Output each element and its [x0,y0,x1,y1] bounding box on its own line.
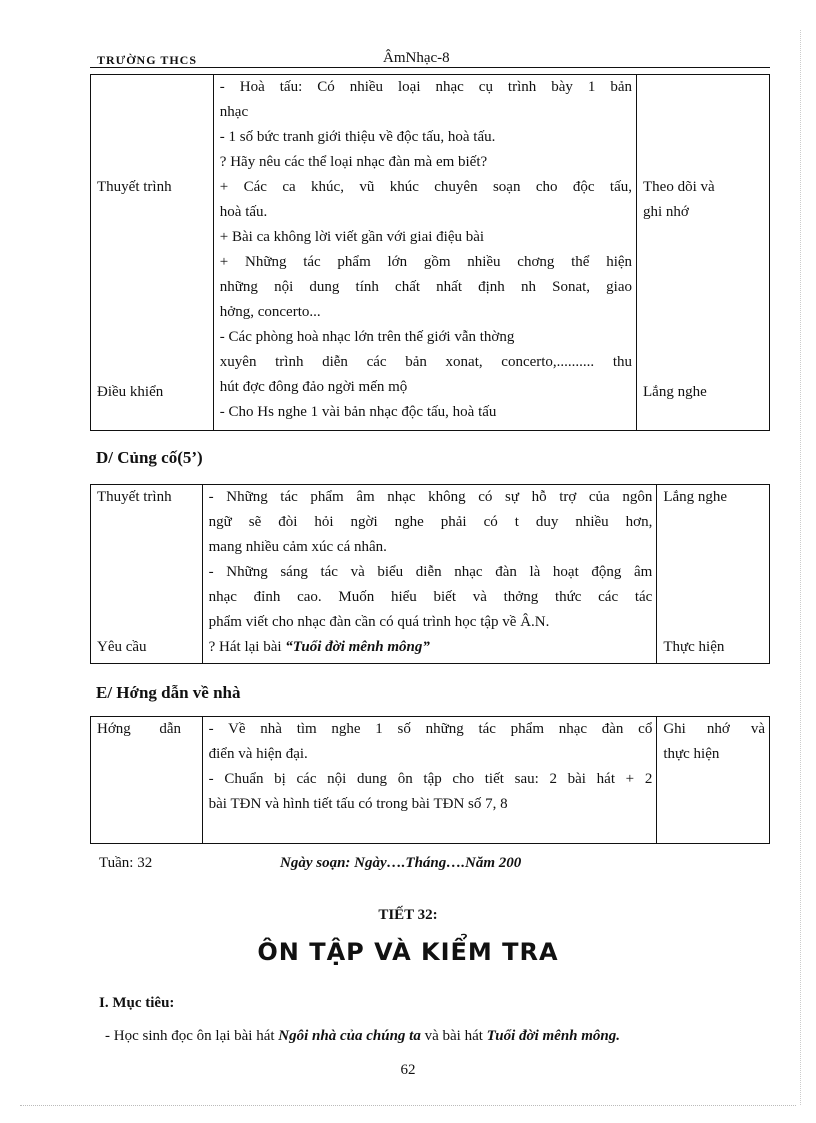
header-subject: ÂmNhạc-8 [383,50,450,66]
student-cell [637,75,770,431]
section-d-heading: D/ Củng cố(5’) [96,448,203,467]
student-action: Theo dõi và [643,179,715,195]
method-label: Thuyết trình [97,489,172,505]
activity-table-2 [90,484,770,664]
content-line: hởng, concerto... [219,304,321,320]
table-row [91,717,770,844]
content-line: ? Hãy nêu các thể loại nhạc đàn mà em biết? [219,154,488,170]
objective-mid: và bài hát [420,1028,487,1044]
week-label: Tuần: 32 [99,855,153,871]
content-line [209,635,653,660]
student-cell [657,717,770,844]
activity-table-1 [90,74,770,431]
content-line: điển và hiện đại. [208,746,308,762]
student-action: Lắng nghe [663,489,728,505]
method-label: Điều khiển [97,384,164,400]
content-line: + Những tác phẩm lớn gồm nhiều chơng thể hiện [219,254,633,270]
content-line: ngữ sẽ đòi hỏi ngời nghe phải có t duy nhiều hơn, [208,514,653,530]
page-number: 62 [400,1062,416,1078]
method-label: Yêu cầu [97,639,147,655]
margin-guide [800,30,801,1105]
content-line: bài TĐN và hình tiết tấu có trong bài TĐN số 7, 8 [208,796,508,812]
student-action: Thực hiện [663,639,725,655]
table-row [91,485,770,664]
content-line: nhạc đỉnh cao. Muốn hiểu biết và thởng thức các tác [208,589,653,605]
method-cell [91,485,203,664]
objectives-heading: I. Mục tiêu: [99,995,175,1011]
method-cell [91,717,203,844]
student-action: Lắng nghe [643,384,707,400]
student-action: thực hiện [663,746,720,762]
content-line: - Những tác phẩm âm nhạc không có sự hỗ trợ của ngôn [208,489,653,505]
content-line: - Về nhà tìm nghe 1 số những tác phẩm nhạc đàn cổ [208,721,653,737]
content-line: + Bài ca không lời viết gần với giai điệu bài [219,229,485,245]
objective-line [105,1028,620,1045]
method-label: Hớng dẫn [97,721,181,737]
content-line: những nội dung tính chất nhất định nh Sonat, giao [219,279,633,295]
content-line: xuyên trình diễn các bản xonat, concerto,.......... thu [219,354,633,370]
content-line: phẩm viết cho nhạc đàn cần có quá trình học tập về Â.N. [208,614,550,630]
content-line: - Chuẩn bị các nội dung ôn tập cho tiết sau: 2 bài hát + 2 [208,771,653,787]
content-line: - Cho Hs nghe 1 vài bản nhạc độc tấu, hoà tấu [219,404,497,420]
activity-table-3 [90,716,770,844]
objective-prefix: - Học sinh đọc ôn lại bài hát [105,1028,279,1044]
method-cell [91,75,214,431]
section-e-heading: E/ Hớng dẫn về nhà [96,683,241,702]
content-line-prefix: ? Hát lại bài [208,639,286,655]
content-cell [202,717,657,844]
content-line: - Những sáng tác và biểu diễn nhạc đàn là hoạt động âm [208,564,653,580]
content-line: + Các ca khúc, vũ khúc chuyên soạn cho độc tấu, [219,179,633,195]
content-cell [213,75,636,431]
student-action: Ghi nhớ và [663,721,765,737]
content-line: - Các phòng hoà nhạc lớn trên thế giới vẫn thờng [219,329,515,345]
content-line: hút đợc đông đảo ngời mến mộ [219,379,408,395]
table-row [91,75,770,431]
content-line: hoà tấu. [219,204,268,220]
song-title: Tuổi đời mênh mông. [486,1028,621,1044]
margin-guide [20,1105,796,1106]
header-school: TRƯỜNG THCS [97,53,198,67]
content-line: - 1 số bức tranh giới thiệu về độc tấu, hoà tấu. [219,129,496,145]
header-rule [90,67,770,68]
date-label: Ngày soạn: Ngày….Tháng….Năm 200 [280,855,522,871]
content-cell [202,485,657,664]
method-label: Thuyết trình [97,179,172,195]
student-action: ghi nhớ [643,204,689,220]
song-title: Ngôi nhà của chúng ta [278,1028,421,1044]
content-line: mang nhiều cảm xúc cá nhân. [208,539,387,555]
content-line: - Hoà tấu: Có nhiều loại nhạc cụ trình bày 1 bản [219,79,633,95]
lesson-number: TIẾT 32: [378,907,438,923]
lesson-title: ÔN TẬP VÀ KIỂM TRA [257,938,559,966]
student-cell [657,485,770,664]
content-line: nhạc [219,104,249,120]
song-title: “Tuổi đời mênh mông” [285,639,430,655]
